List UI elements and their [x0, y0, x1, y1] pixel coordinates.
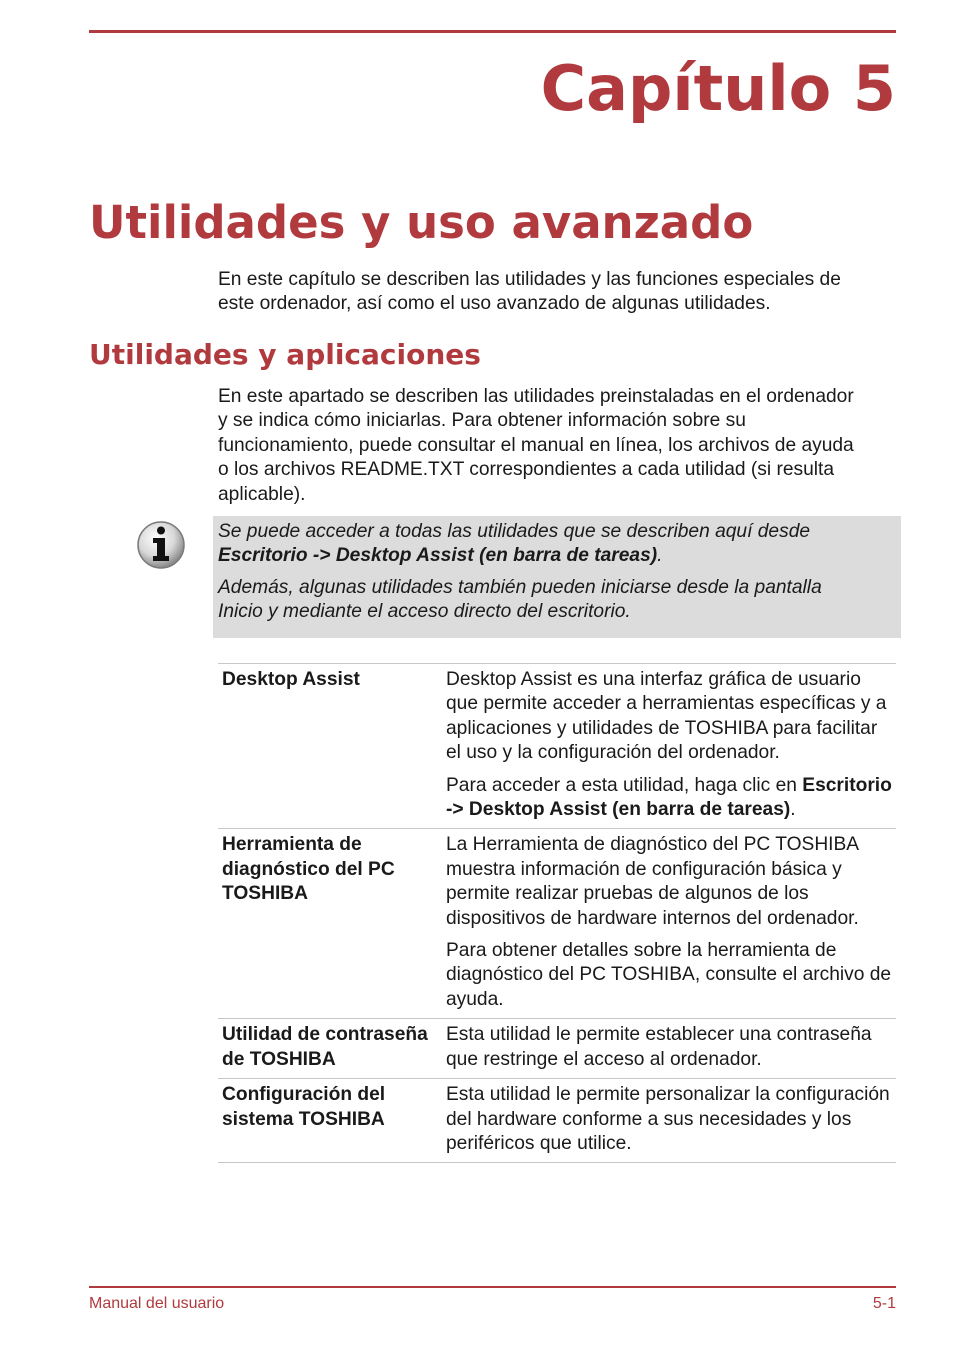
- table-row: [218, 1079, 896, 1163]
- description-text: Para acceder a esta utilidad, haga clic en: [446, 774, 797, 796]
- utility-name: Utilidad de contraseña de TOSHIBA: [218, 1019, 442, 1079]
- description-paragraph: [446, 774, 892, 823]
- section-line: En este apartado se describen las utilidades preinstaladas en el ordenador: [218, 386, 854, 407]
- footer-rule: [89, 1286, 896, 1288]
- note-period: .: [657, 545, 663, 567]
- utility-name: Herramienta de diagnóstico del PC TOSHIBA: [218, 829, 442, 1019]
- section-line: aplicable).: [218, 483, 306, 505]
- utility-description: [442, 1079, 896, 1163]
- intro-line: este ordenador, así como el uso avanzado de algunas utilidades.: [218, 293, 771, 315]
- note-line: Además, algunas utilidades también pueden iniciarse desde la pantalla: [218, 577, 822, 598]
- note-bold-path: Escritorio -> Desktop Assist (en barra de tareas): [218, 545, 658, 567]
- note-paragraph-2: [218, 576, 888, 625]
- description-paragraph: La Herramienta de diagnóstico del PC TOSHIBA muestra información de configuración básica y permite realizar pruebas de algunos de los dispositivos de hardware internos del ordenador.: [446, 834, 859, 929]
- table-row: [218, 1019, 896, 1079]
- intro-line: En este capítulo se describen las utilidades y las funciones especiales de: [218, 269, 841, 290]
- utility-name: Desktop Assist: [218, 664, 442, 829]
- header-rule: [89, 30, 896, 33]
- utility-description: [442, 664, 896, 829]
- description-paragraph: Desktop Assist es una interfaz gráfica de usuario que permite acceder a herramientas específicas y a aplicaciones y utilidades de TOSHIBA para facilitar el uso y la configuración del ordenador.: [446, 669, 887, 764]
- intro-paragraph: [218, 268, 898, 317]
- description-paragraph: Esta utilidad le permite establecer una contraseña que restringe el acceso al ordenador.: [446, 1024, 872, 1070]
- utility-description: [442, 829, 896, 1019]
- footer-manual-title: Manual del usuario: [89, 1295, 225, 1312]
- info-icon: [136, 520, 186, 570]
- description-paragraph: Esta utilidad le permite personalizar la configuración del hardware conforme a sus necesidades y los periféricos que utilice.: [446, 1084, 890, 1154]
- chapter-title: Capítulo 5: [540, 52, 896, 125]
- description-period: .: [790, 799, 796, 821]
- utilities-table: [218, 663, 896, 1163]
- note-paragraph-1: [218, 520, 888, 569]
- table-row: [218, 664, 896, 829]
- section-line: y se indica cómo iniciarlas. Para obtener información sobre su: [218, 410, 746, 432]
- page-title: Utilidades y uso avanzado: [89, 196, 754, 249]
- section-heading: Utilidades y aplicaciones: [89, 338, 481, 371]
- note-box: [213, 516, 901, 638]
- utility-name: Configuración del sistema TOSHIBA: [218, 1079, 442, 1163]
- utility-description: [442, 1019, 896, 1079]
- description-bold-path: Escritorio -> Desktop Assist (en barra de tareas): [446, 774, 892, 821]
- description-paragraph: Para obtener detalles sobre la herramienta de diagnóstico del PC TOSHIBA, consulte el archivo de ayuda.: [446, 940, 892, 1010]
- footer-page-number: 5-1: [872, 1295, 896, 1312]
- note-line: Inicio y mediante el acceso directo del escritorio.: [218, 601, 631, 623]
- table-row: [218, 829, 896, 1019]
- section-paragraph: [218, 385, 898, 507]
- section-line: funcionamiento, puede consultar el manual en línea, los archivos de ayuda: [218, 434, 854, 456]
- note-line: Se puede acceder a todas las utilidades que se describen aquí desde: [218, 521, 811, 542]
- section-line: o los archivos README.TXT correspondientes a cada utilidad (si resulta: [218, 459, 835, 481]
